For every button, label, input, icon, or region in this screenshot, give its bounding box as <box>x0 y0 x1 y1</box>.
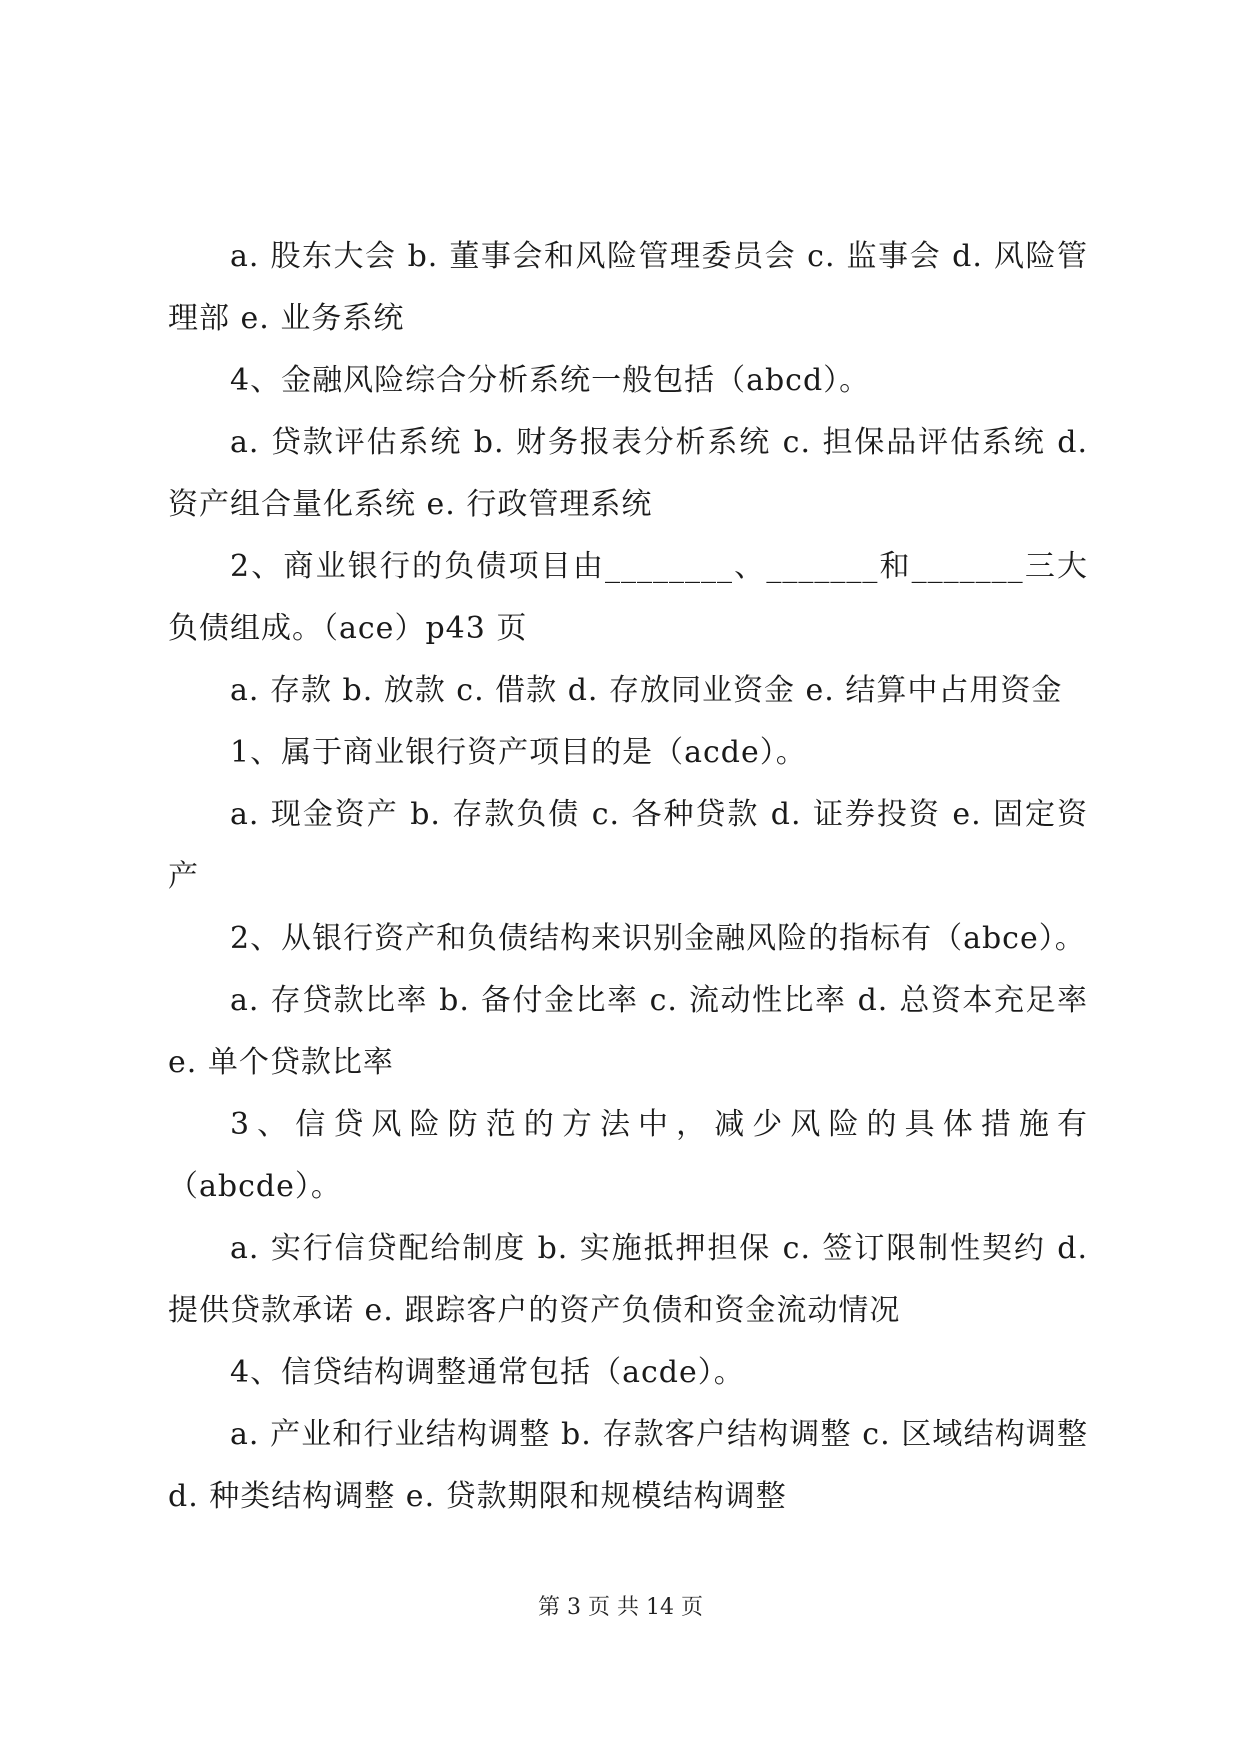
paragraph-10: 3、信贷风险防范的方法中，减少风险的具体措施有（abcde）。 <box>168 1107 1088 1204</box>
paragraph-3: a. 贷款评估系统 b. 财务报表分析系统 c. 担保品评估系统 d. 资产组合量化系统 e. 行政管理系统 <box>168 425 1088 522</box>
paragraph-12: 4、信贷结构调整通常包括（acde）。 <box>230 1355 745 1390</box>
paragraph-9: a. 存贷款比率 b. 备付金比率 c. 流动性比率 d. 总资本充足率 e. 单个贷款比率 <box>168 983 1088 1080</box>
paragraph-11: a. 实行信贷配给制度 b. 实施抵押担保 c. 签订限制性契约 d. 提供贷款承诺 e. 跟踪客户的资产负债和资金流动情况 <box>168 1231 1088 1328</box>
paragraph-6: 1、属于商业银行资产项目的是（acde）。 <box>230 735 807 770</box>
paragraph-13: a. 产业和行业结构调整 b. 存款客户结构调整 c. 区域结构调整 d. 种类结构调整 e. 贷款期限和规模结构调整 <box>168 1417 1088 1514</box>
paragraph-7: a. 现金资产 b. 存款负债 c. 各种贷款 d. 证券投资 e. 固定资产 <box>168 797 1088 894</box>
page-footer: 第 3 页 共 14 页 <box>538 1595 703 1620</box>
paragraph-4: 2、商业银行的负债项目由________、_______和_______三大负债组成。（ace）p43 页 <box>168 549 1088 646</box>
paragraph-2: 4、金融风险综合分析系统一般包括（abcd）。 <box>230 363 871 398</box>
paragraph-8: 2、从银行资产和负债结构来识别金融风险的指标有（abce）。 <box>230 921 1086 956</box>
document-body <box>168 226 1088 1528</box>
paragraph-5: a. 存款 b. 放款 c. 借款 d. 存放同业资金 e. 结算中占用资金 <box>230 673 1063 708</box>
paragraph-1: a. 股东大会 b. 董事会和风险管理委员会 c. 监事会 d. 风险管理部 e. 业务系统 <box>168 239 1088 336</box>
